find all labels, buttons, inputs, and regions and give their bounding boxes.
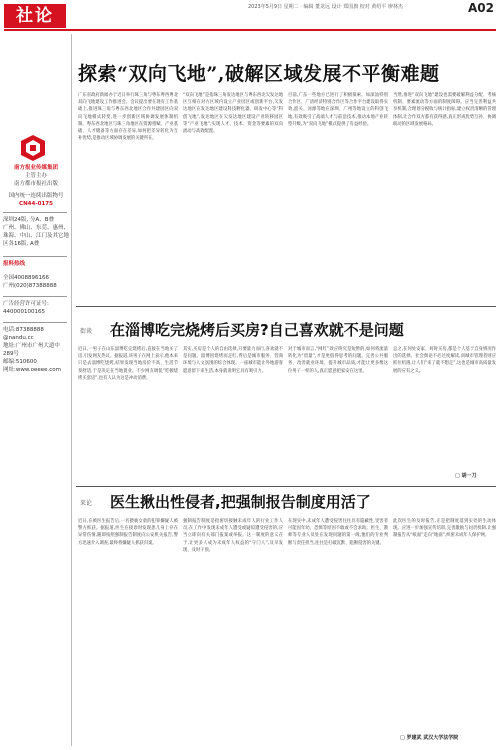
edition-info: 深圳24版, 分A、B叠 bbox=[3, 217, 55, 223]
article1-headline: 探索“双向飞地”,破解区域发展不平衡难题 bbox=[78, 63, 440, 85]
sidebar-rule-3 bbox=[3, 296, 67, 297]
issn-label: 国内统一连续出版物号 bbox=[8, 193, 64, 199]
article2-kicker: 街谈 bbox=[80, 328, 93, 335]
sidebar bbox=[0, 34, 70, 749]
hotline-guangzhou: 广州(020)87388888 bbox=[3, 283, 57, 289]
org-line-3: 南方都市报社出版 bbox=[13, 181, 58, 187]
article2-col1: 近日,一男子在山东淄博吃完烧烤后,直接在当地买了房,引发网友热议。据报道,该男子在网上表示,他本来只是去淄博吃烧烤,结果发现当地房价不高、生活节奏舒适,于是决定在当地置业。不少网友调侃“吃顿烧烤买套房”,也有人认为这是冲动消费。 bbox=[78, 347, 178, 381]
sidebar-rule-1 bbox=[3, 212, 67, 213]
article2-rule bbox=[76, 306, 496, 307]
article2-col4: 总之,在何处安家、何时买房,都是个人基于自身情况作出的选择。社会舆论不必过度解读,而城市管理者则应抓住机遇,让人们“来了就不想走”,这也是城市高质量发展的应有之义。 bbox=[393, 347, 496, 374]
cn-number: CN44-0175 bbox=[19, 201, 53, 207]
article1-col2: “双向飞地”是指珠三角发达地区与粤东西北欠发达地区互相在对方区域内设立产业园区或创新平台,欠发达地区在发达地区建设科技孵化器、研发中心等“科创飞地”,发达地区在欠发达地区建设产业转移园区等“产业飞地”,实现人才、技术、资金等要素的双向流动与高效配置。 bbox=[183, 93, 283, 135]
contact-postcode: 邮编:510600 bbox=[3, 359, 37, 365]
article1-col1: 广东省政府新闻办于近日举行珠三角与粤东粤西粤北双向飞地建设工作推进会。会议提出要在现有工作基础上,推进珠三角与粤东西北地区合作共建园区向双向飞地模式转变,进一步创新区域协调发展体制机制。粤东西北地区与珠三角地区在资源禀赋、产业基础、人才储备等方面存在差异,如何把差异转化为互补优势,是推动区域协调发展的关键所在。 bbox=[78, 93, 178, 142]
article3-col3: 在现实中,未成年人遭受侵害往往具有隐蔽性,受害者可能因年幼、恐惧等原因不敢或不会求助。医生、教师等专业人员处在发现问题的第一线,他们的专业判断与责任担当,往往是打破沉默、阻断侵害的关键。 bbox=[288, 519, 388, 546]
hotline-title: 报料热线 bbox=[3, 261, 26, 267]
ad-license-title: 广告经营许可证号: bbox=[3, 301, 49, 307]
page-number: A02 bbox=[468, 1, 494, 15]
article2-col3: 对于城市而言,“网红”效应终究是短暂的,如何将流量转化为“留量”,才是更值得思考的问题。完善公共服务、改善就业环境、提升城市品质,才能让更多像这位男子一样的人,真正愿意把家安在这里。 bbox=[288, 347, 388, 374]
section-masthead: 社论 bbox=[4, 4, 66, 28]
article3-col1: 近日,在被医生报告后,一名猥亵女童的犯罪嫌疑人被警方抓获。据报道,医生在接诊时发现患儿身上存在异常伤情,随即按照强制报告制度向公安机关报告,警方迅速介入调查,最终将嫌疑人抓获归案。 bbox=[78, 519, 178, 546]
org-line-2: 主管主办 bbox=[24, 173, 47, 179]
contact-website: 网址:www.oeeee.com bbox=[3, 367, 61, 373]
article1-col4: 当然,推进“双向飞地”建设也需要破解利益分配、考核机制、要素流动等方面的制度障碍。应当完善利益共享机制,合理划分税收与统计指标,建立权责清晰的管理体制,让合作双方都有获得感,真正形成优势互补、协调联动的区域发展格局。 bbox=[393, 93, 496, 127]
article3-col4: 此次医生的及时报告,正是把制度落到实处的生动体现。应进一步加强宣传培训,完善激励与问责机制,让强制报告从“纸面”走向“地面”,织密未成年人保护网。 bbox=[393, 519, 496, 539]
article2-headline: 在淄博吃完烧烤后买房?自己喜欢就不是问题 bbox=[110, 321, 404, 339]
article3-rule bbox=[76, 486, 496, 487]
contact-email: @nandu.cc bbox=[3, 335, 34, 341]
article3-kicker: 来论 bbox=[80, 500, 93, 507]
page-meta: 2023年5月9日 星期二 · 编辑 董龙远 设计 郑国旗 校对 黄绍平 廖林杰 bbox=[248, 4, 403, 10]
sidebar-rule-4 bbox=[3, 322, 67, 323]
article2-byline: □ 胡一刀 bbox=[455, 473, 477, 479]
article3-col2: 强制报告制度是指密切接触未成年人的行业工作人员,在工作中发现未成年人遭受或疑似遭受侵害的,应当立即向有关部门报案或举报。这一制度的意义在于,让更多人成为未成年人权益的“守门人”,及早发现、及时干预。 bbox=[183, 519, 283, 553]
hotline-national: 全国4008896166 bbox=[3, 275, 49, 281]
sidebar-rule-2 bbox=[3, 256, 67, 257]
cities-info: 广州、佛山、东莞、惠州、珠海、中山、江门及其它地区各16版, A叠 bbox=[3, 225, 70, 247]
page-header bbox=[0, 0, 500, 30]
article1-col3: 目前,广东一些地方已进行了积极探索。如深汕特别合作区、广清经济特别合作区等合作平台建设取得实效,韶关、河源等地在深圳、广州等地设立的科创飞地,有效吸引了高端人才与前沿技术,推动本地产业转型升级,为“双向飞地”模式提供了有益经验。 bbox=[288, 93, 388, 127]
header-rule bbox=[4, 29, 496, 31]
article3-byline: □ 罗建武 武汉大学法学院 bbox=[400, 735, 459, 741]
article2-col2: 其实,买房是个人的自由选择,只要量力而行,喜欢就不是问题。淄博因烧烤而走红,背后是城市服务、营商环境与人文氛围的综合体现。一座城市能让外地游客愿意留下来生活,本身就说明它具有吸引力。 bbox=[183, 347, 283, 374]
southern-daily-logo-icon bbox=[20, 134, 46, 162]
org-line-1: 南方报业传媒集团 bbox=[13, 165, 58, 171]
ad-license-number: 440000100165 bbox=[3, 309, 45, 315]
contact-phone: 电话:87388888 bbox=[3, 327, 44, 333]
contact-address: 地址:广州市广州大道中289号 bbox=[3, 343, 60, 357]
article3-headline: 医生揪出性侵者,把强制报告制度用活了 bbox=[110, 493, 371, 511]
sidebar-divider bbox=[71, 34, 72, 746]
